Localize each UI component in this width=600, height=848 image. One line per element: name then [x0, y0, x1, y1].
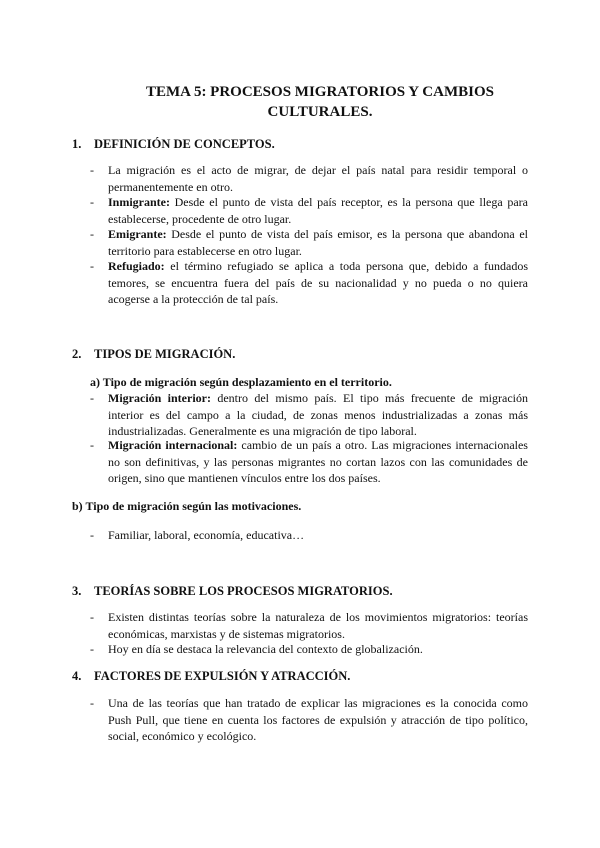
bullet-dash: - — [90, 610, 94, 624]
item-text: Existen distintas teorías sobre la naturaleza de los movimientos migratorios: teorías económicas, marxistas y de sistemas migratorios. — [108, 610, 528, 641]
list-item — [90, 162, 528, 195]
bullet-dash: - — [90, 163, 94, 177]
item-text: cambio de un país a otro. Las migraciones internacionales no son definitivas, y las personas migrantes no cortan lazos con las comunidades de origen, sino que mantienen vínculos entre los dos países. — [108, 438, 528, 485]
bullet-dash: - — [90, 528, 94, 542]
section-number: 1. — [72, 137, 82, 151]
list-item — [90, 641, 528, 658]
item-text: Familiar, laboral, economía, educativa… — [108, 528, 305, 542]
bullet-dash: - — [90, 391, 94, 405]
bullet-dash: - — [90, 259, 94, 273]
item-text: Desde el punto de vista del país emisor, es la persona que abandona el territorio para establecerse en otro lugar. — [108, 227, 528, 258]
section-1-heading — [72, 136, 275, 152]
title-line-2: CULTURALES. — [267, 104, 373, 120]
page-title — [110, 82, 530, 122]
bullet-dash: - — [90, 195, 94, 209]
item-text: el término refugiado se aplica a toda persona que, debido a fundados temores, se encuentra fuera del país de su nacionalidad y no pueda o no quiera acogerse a la protección de tal país. — [108, 259, 528, 306]
item-text: La migración es el acto de migrar, de dejar el país natal para residir temporal o permanentemente en otro. — [108, 163, 528, 194]
title-line-1: TEMA 5: PROCESOS MIGRATORIOS Y CAMBIOS — [146, 84, 494, 100]
bullet-dash: - — [90, 438, 94, 452]
item-text: Desde el punto de vista del país receptor, es la persona que llega para establecerse, procedente de otro lugar. — [108, 195, 528, 226]
section-number: 4. — [72, 669, 82, 683]
bullet-dash: - — [90, 227, 94, 241]
list-item — [90, 527, 528, 544]
section-number: 3. — [72, 584, 82, 598]
subsection-a-heading: a) Tipo de migración según desplazamiento en el territorio. — [90, 375, 392, 389]
item-text: dentro del mismo país. El tipo más frecuente de migración interior es del campo a la ciudad, de zonas menos industrializadas a zonas más industrializadas. Generalmente es una migración de tipo laboral. — [108, 391, 528, 438]
section-3-heading — [72, 583, 393, 599]
list-item — [90, 695, 528, 745]
item-text: Una de las teorías que han tratado de explicar las migraciones es la conocida como Push Pull, que tiene en cuenta los factores de expulsión y atracción de tipo político, social, económico y ecológico. — [108, 696, 528, 743]
section-number: 2. — [72, 347, 82, 361]
section-title: TIPOS DE MIGRACIÓN. — [94, 347, 236, 361]
section-title: FACTORES DE EXPULSIÓN Y ATRACCIÓN. — [94, 669, 351, 683]
item-term: Refugiado: — [108, 259, 165, 273]
item-term: Emigrante: — [108, 227, 167, 241]
list-item — [90, 609, 528, 642]
list-item — [90, 226, 528, 259]
list-item — [90, 194, 528, 227]
item-term: Inmigrante: — [108, 195, 170, 209]
list-item — [90, 390, 528, 440]
section-4-heading — [72, 668, 350, 684]
item-text: Hoy en día se destaca la relevancia del contexto de globalización. — [108, 642, 423, 656]
bullet-dash: - — [90, 696, 94, 710]
item-term: Migración interior: — [108, 391, 211, 405]
subsection-b-heading: b) Tipo de migración según las motivaciones. — [72, 499, 302, 513]
bullet-dash: - — [90, 642, 94, 656]
section-2-heading — [72, 346, 235, 362]
list-item — [90, 437, 528, 487]
list-item — [90, 258, 528, 308]
section-title: TEORÍAS SOBRE LOS PROCESOS MIGRATORIOS. — [94, 584, 393, 598]
section-title: DEFINICIÓN DE CONCEPTOS. — [94, 137, 275, 151]
item-term: Migración internacional: — [108, 438, 238, 452]
